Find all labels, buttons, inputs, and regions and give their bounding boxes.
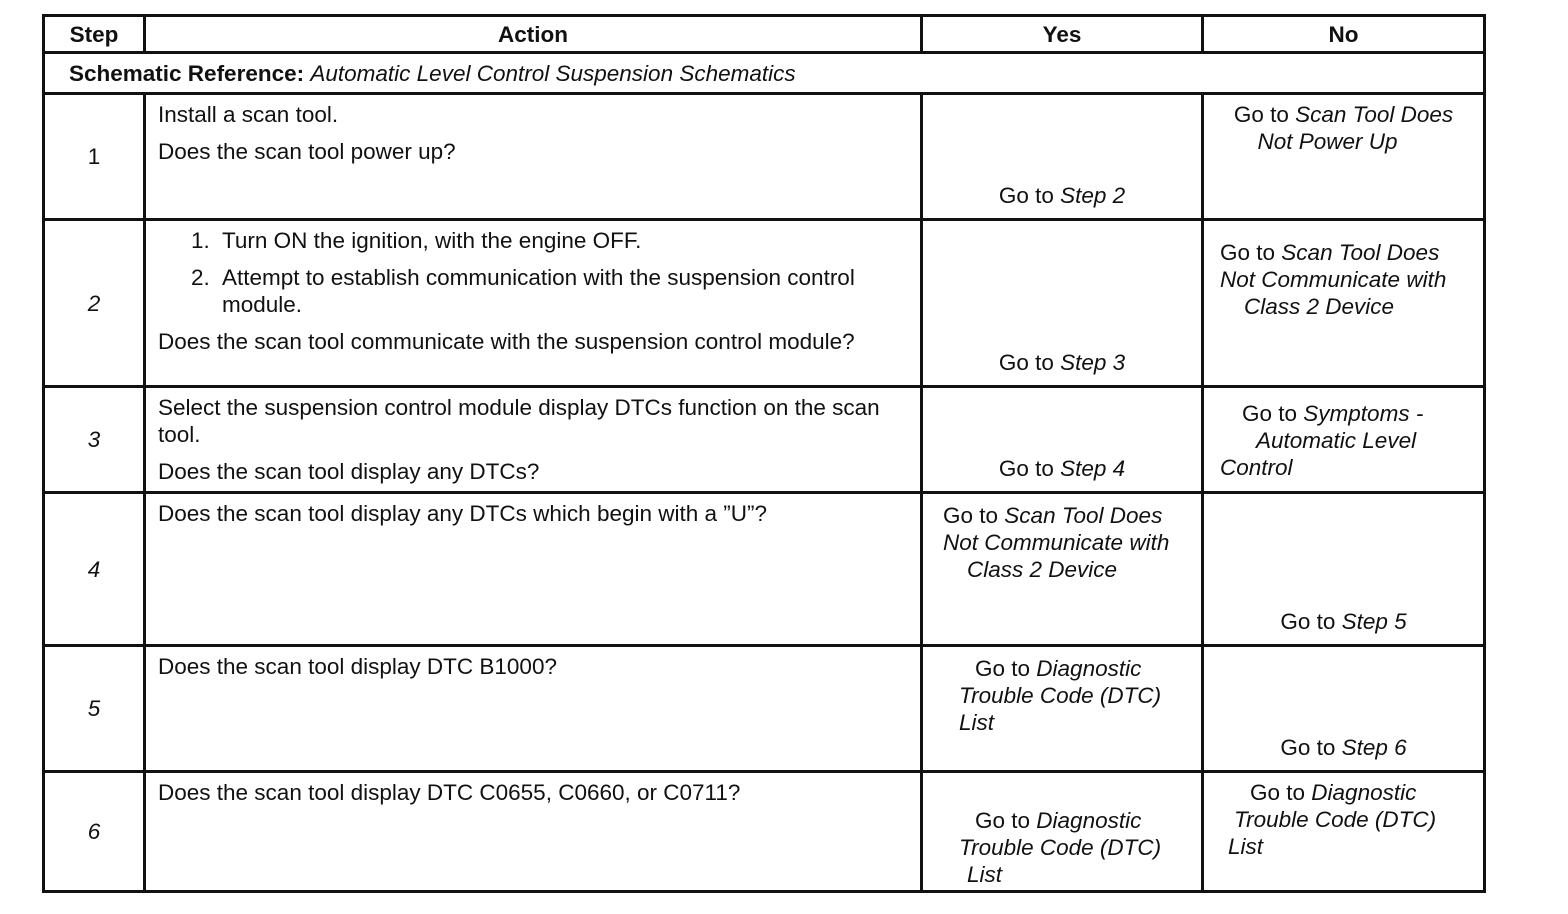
go-to-target-line: Automatic Level	[1256, 428, 1417, 453]
no-cell	[1203, 94, 1485, 220]
yes-cell	[922, 220, 1203, 387]
go-to-label: Go to	[975, 656, 1031, 681]
yes-cell	[922, 493, 1203, 646]
action-list-item: 1. Turn ON the ignition, with the engine OFF.	[216, 227, 908, 254]
go-to-label: Go to	[1250, 780, 1306, 805]
action-question: Does the scan tool communicate with the suspension control module?	[158, 329, 855, 354]
no-cell	[1203, 220, 1485, 387]
go-to-target: Diagnostic	[1036, 808, 1142, 833]
go-to-target: Scan Tool Does	[1281, 240, 1440, 265]
go-to-target-line: List	[1228, 834, 1264, 859]
no-cell	[1203, 646, 1485, 772]
go-to-label: Go to	[998, 350, 1054, 375]
table-row	[44, 646, 1485, 772]
go-to-label: Go to	[1220, 240, 1276, 265]
diagnostic-table	[42, 14, 1486, 893]
go-to-target-line: Not Power Up	[1257, 129, 1398, 154]
go-to-target-line: List	[967, 862, 1003, 887]
header-step: Step	[44, 16, 145, 53]
go-to-target-line: Trouble Code (DTC)	[959, 835, 1162, 860]
yes-link[interactable]	[923, 349, 1201, 376]
go-to-target-line: Control	[1220, 455, 1293, 480]
action-text: Select the suspension control module display DTCs function on the scan tool.	[158, 395, 880, 447]
action-question: Does the scan tool display DTC C0655, C0660, or C0711?	[158, 780, 741, 805]
go-to-target: Diagnostic	[1311, 780, 1417, 805]
action-cell	[145, 387, 922, 493]
go-to-label: Go to	[943, 503, 999, 528]
no-link[interactable]	[1220, 239, 1477, 320]
no-link[interactable]	[1220, 400, 1477, 481]
schematic-reference-link[interactable]: Automatic Level Control Suspension Schematics	[310, 60, 796, 86]
go-to-target: Diagnostic	[1036, 656, 1142, 681]
no-cell	[1203, 493, 1485, 646]
action-question: Does the scan tool display any DTCs which begin with a ”U”?	[158, 501, 768, 526]
go-to-target: Step 5	[1341, 609, 1407, 634]
yes-cell	[922, 646, 1203, 772]
go-to-target: Scan Tool Does	[1004, 503, 1163, 528]
go-to-target-line: Not Communicate with	[1220, 267, 1447, 292]
go-to-target: Step 3	[1060, 350, 1126, 375]
go-to-label: Go to	[975, 808, 1031, 833]
yes-link[interactable]	[923, 455, 1201, 482]
table-row	[44, 94, 1485, 220]
table-row	[44, 772, 1485, 892]
no-link[interactable]	[1228, 779, 1477, 860]
no-link[interactable]	[1204, 101, 1483, 155]
action-question: Does the scan tool display DTC B1000?	[158, 654, 557, 679]
schematic-reference-label: Schematic Reference:	[69, 60, 305, 86]
step-number: 5	[44, 646, 145, 772]
go-to-label: Go to	[1280, 735, 1336, 760]
header-yes: Yes	[922, 16, 1203, 53]
step-number: 4	[44, 493, 145, 646]
go-to-target: Step 6	[1341, 735, 1407, 760]
go-to-label: Go to	[998, 183, 1054, 208]
action-cell	[145, 220, 922, 387]
yes-cell	[922, 387, 1203, 493]
go-to-label: Go to	[1233, 102, 1289, 127]
header-row	[44, 16, 1485, 53]
go-to-target-line: List	[959, 710, 995, 735]
action-question: Does the scan tool display any DTCs?	[158, 459, 540, 484]
step-number: 3	[44, 387, 145, 493]
header-no: No	[1203, 16, 1485, 53]
action-cell	[145, 646, 922, 772]
schematic-reference-row	[44, 53, 1485, 94]
action-cell	[145, 772, 922, 892]
no-cell	[1203, 772, 1485, 892]
go-to-target: Scan Tool Does	[1295, 102, 1454, 127]
action-list	[158, 227, 908, 318]
action-cell	[145, 493, 922, 646]
step-number: 1	[44, 94, 145, 220]
table-row	[44, 387, 1485, 493]
yes-link[interactable]	[923, 182, 1201, 209]
no-link[interactable]	[1204, 608, 1483, 635]
no-cell	[1203, 387, 1485, 493]
go-to-target-line: Trouble Code (DTC)	[1234, 807, 1437, 832]
go-to-label: Go to	[998, 456, 1054, 481]
yes-link[interactable]	[943, 502, 1195, 583]
step-number: 2	[44, 220, 145, 387]
go-to-target: Step 2	[1060, 183, 1126, 208]
action-list-item: 2. Attempt to establish communication with the suspension control module.	[216, 264, 908, 318]
header-action: Action	[145, 16, 922, 53]
no-link[interactable]	[1204, 734, 1483, 761]
yes-cell	[922, 94, 1203, 220]
schematic-reference-cell	[44, 53, 1485, 94]
action-text: Install a scan tool.	[158, 102, 339, 127]
go-to-target-line: Trouble Code (DTC)	[959, 683, 1162, 708]
yes-link[interactable]	[959, 655, 1195, 736]
table-row	[44, 220, 1485, 387]
go-to-label: Go to	[1242, 401, 1298, 426]
table-row	[44, 493, 1485, 646]
action-cell	[145, 94, 922, 220]
go-to-target: Symptoms -	[1303, 401, 1424, 426]
go-to-label: Go to	[1280, 609, 1336, 634]
yes-link[interactable]	[959, 807, 1195, 888]
yes-cell	[922, 772, 1203, 892]
go-to-target-line: Class 2 Device	[1244, 294, 1395, 319]
go-to-target-line: Not Communicate with	[943, 530, 1170, 555]
step-number: 6	[44, 772, 145, 892]
go-to-target-line: Class 2 Device	[967, 557, 1118, 582]
go-to-target: Step 4	[1060, 456, 1126, 481]
action-question: Does the scan tool power up?	[158, 139, 456, 164]
